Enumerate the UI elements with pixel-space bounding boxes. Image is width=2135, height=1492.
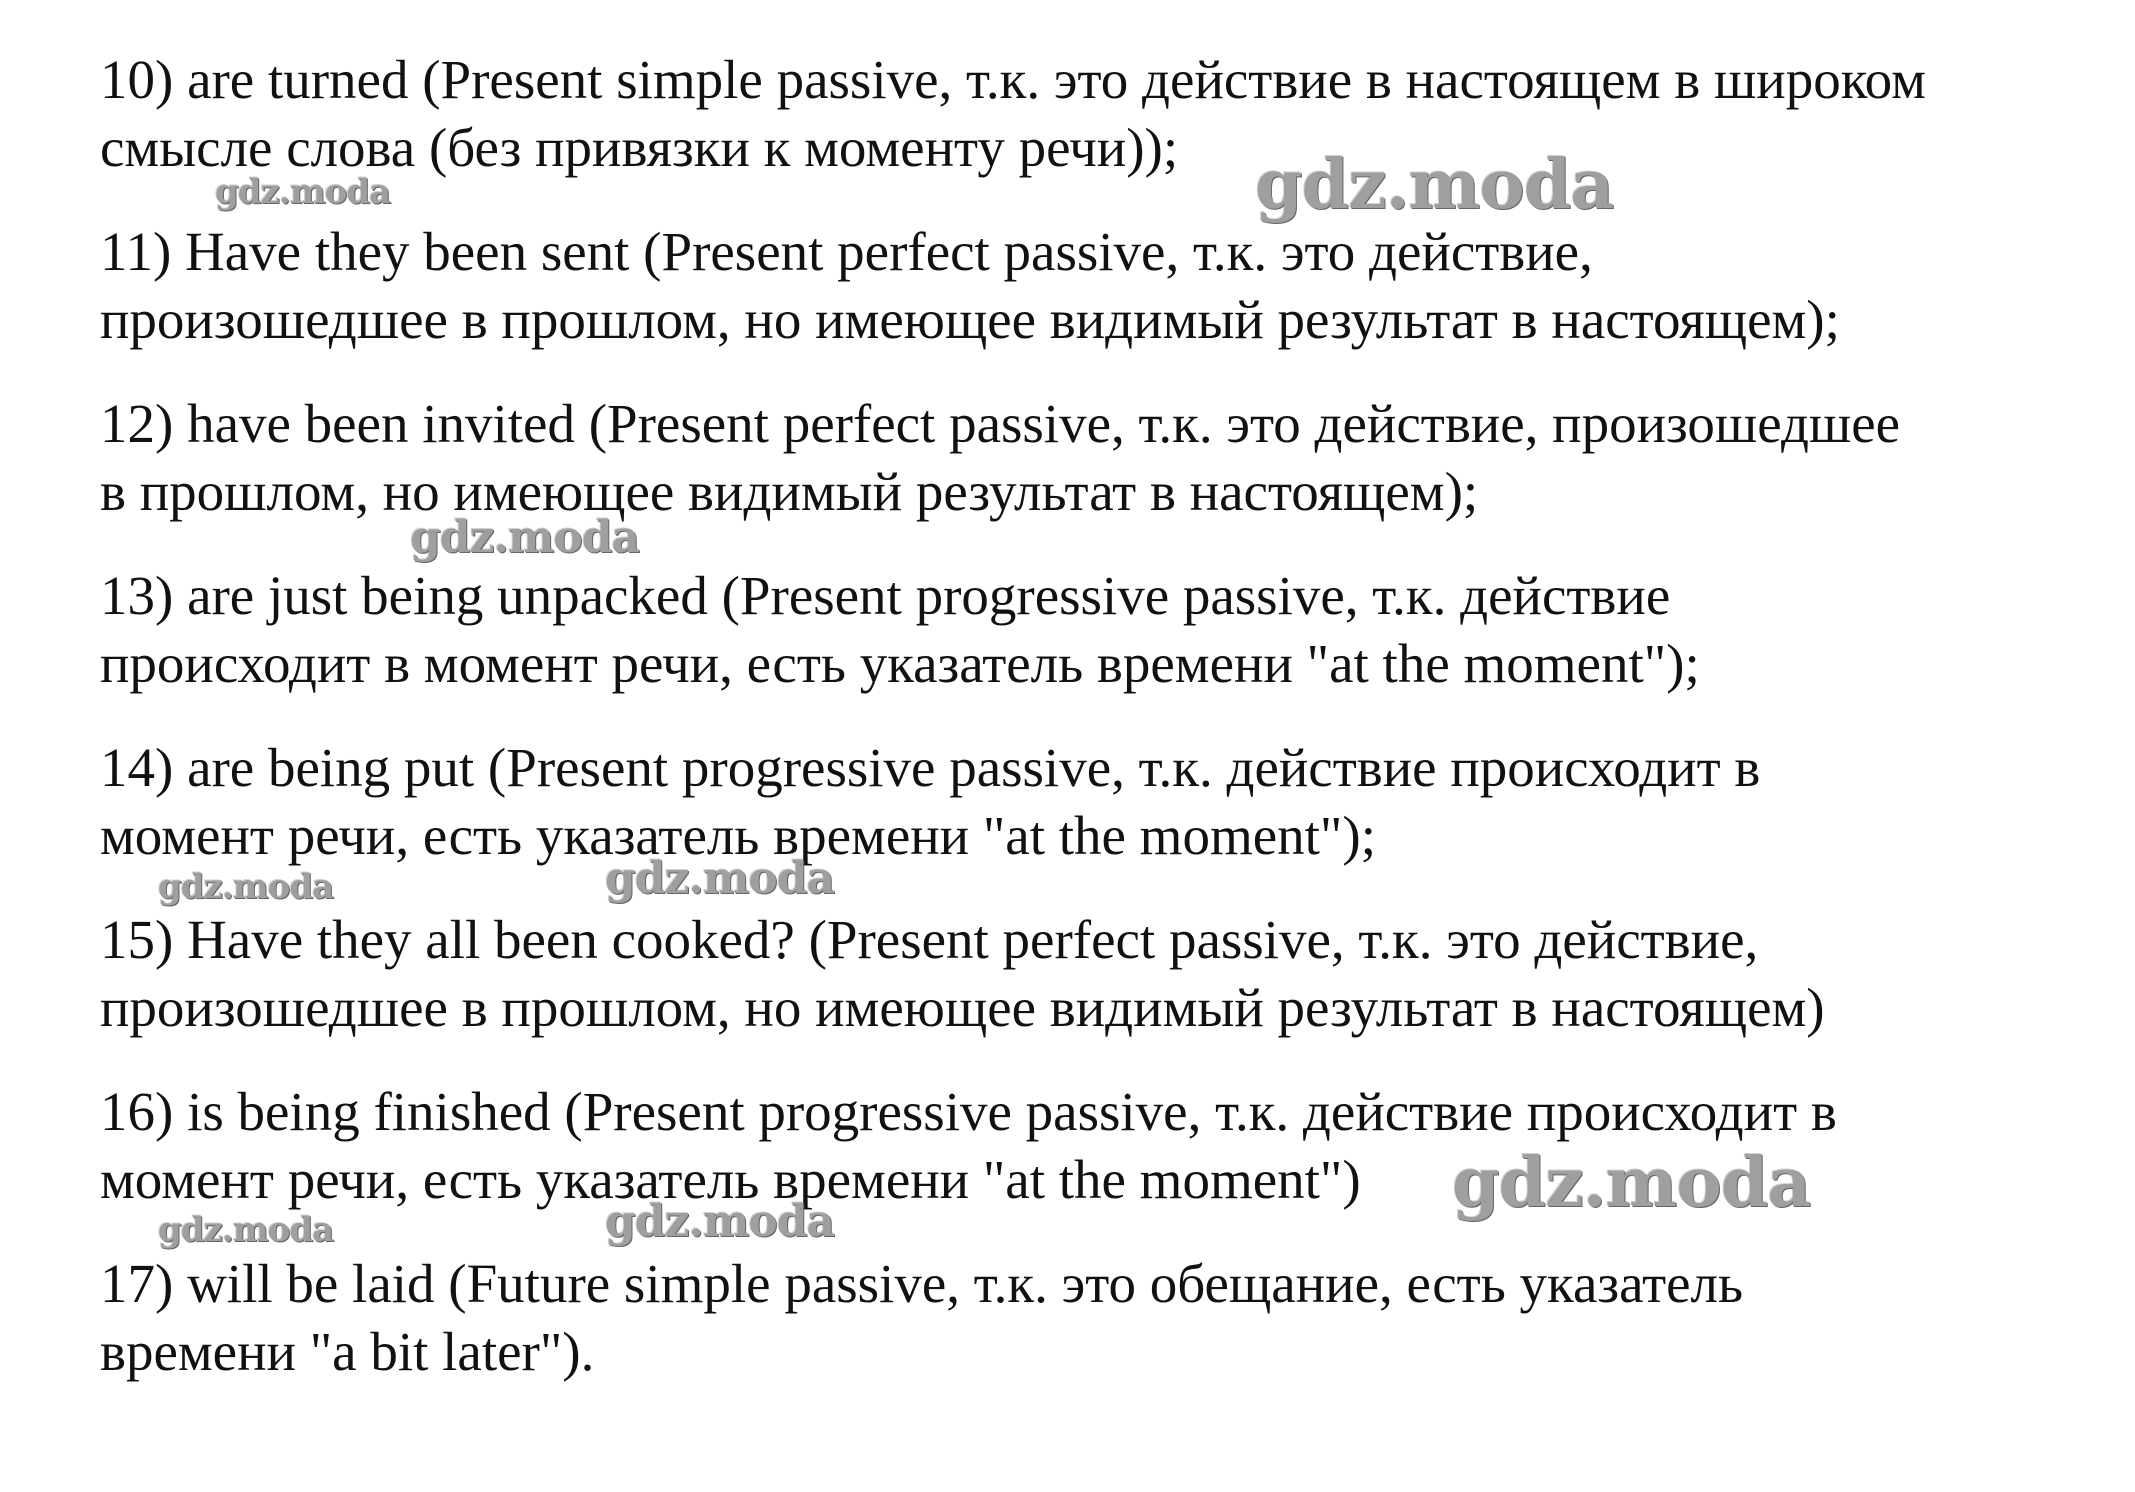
watermark: gdz.moda: [215, 172, 391, 212]
answer-14: [100, 734, 2110, 870]
answer-13-line-2: происходит в момент речи, есть указатель времени "at the moment");: [100, 633, 1700, 694]
answer-17-line-2: времени "a bit later").: [100, 1321, 595, 1382]
answer-15-line-2: произошедшее в прошлом, но имеющее видимый результат в настоящем): [100, 977, 1825, 1038]
answer-17: [100, 1250, 2110, 1386]
answer-15-line-1: 15) Have they all been cooked? (Present perfect passive, т.к. это действие,: [100, 909, 1759, 970]
watermark: gdz.moda: [1452, 1143, 1811, 1223]
answer-15: [100, 906, 2110, 1042]
answer-16-line-1: 16) is being finished (Present progressive passive, т.к. действие происходит в: [100, 1081, 1837, 1142]
answer-13-line-1: 13) are just being unpacked (Present progressive passive, т.к. действие: [100, 565, 1671, 626]
watermark: gdz.moda: [1255, 145, 1614, 225]
answer-10-line-2: смысле слова (без привязки к моменту речи));: [100, 117, 1179, 178]
watermark: gdz.moda: [410, 512, 640, 563]
answer-17-line-1: 17) will be laid (Future simple passive, т.к. это обещание, есть указатель: [100, 1253, 1744, 1314]
answer-12: [100, 390, 2110, 526]
answer-14-line-2: момент речи, есть указатель времени "at the moment");: [100, 805, 1376, 866]
watermark: gdz.moda: [605, 853, 835, 904]
answer-13: [100, 562, 2110, 698]
answer-16-line-2: момент речи, есть указатель времени "at the moment"): [100, 1149, 1361, 1210]
answer-14-line-1: 14) are being put (Present progressive passive, т.к. действие происходит в: [100, 737, 1761, 798]
answer-11-line-2: произошедшее в прошлом, но имеющее видимый результат в настоящем);: [100, 289, 1840, 350]
answer-10: [100, 46, 2110, 182]
answer-11: [100, 218, 2110, 354]
answer-11-line-1: 11) Have they been sent (Present perfect passive, т.к. это действие,: [100, 221, 1593, 282]
answer-12-line-1: 12) have been invited (Present perfect passive, т.к. это действие, произошедшее: [100, 393, 1901, 454]
answer-12-line-2: в прошлом, но имеющее видимый результат в настоящем);: [100, 461, 1479, 522]
watermark: gdz.moda: [158, 1210, 334, 1250]
watermark: gdz.moda: [605, 1196, 835, 1247]
answer-10-line-1: 10) are turned (Present simple passive, т.к. это действие в настоящем в широком: [100, 49, 1926, 110]
watermark: gdz.moda: [158, 867, 334, 907]
